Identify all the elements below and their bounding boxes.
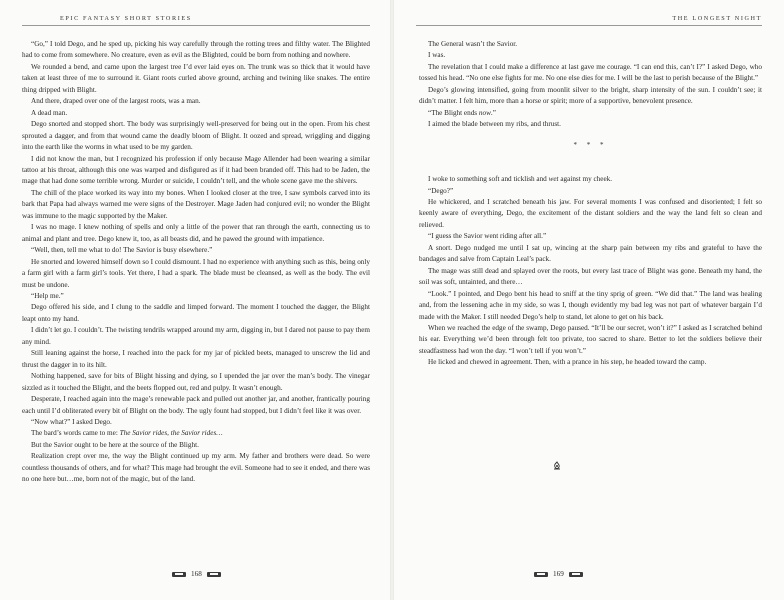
paragraph: A dead man. bbox=[31, 108, 68, 117]
page-number: 168 bbox=[191, 570, 202, 578]
paragraph: “Look.” I pointed, and Dego bent his head to sniff at the tiny sprig of green. “We did that.” The land was healing and, from the lessening ache in my side, so was I, though evidently my bad leg was not part of whatever bargain I’d made with the Maker. I still needed Dego’s help to stand, let alone to get on his back. bbox=[419, 289, 762, 321]
running-head-right: THE LONGEST NIGHT bbox=[672, 15, 762, 22]
scene-break: * * * bbox=[573, 140, 608, 149]
paragraph: But the Savior ought to be here at the source of the Blight. bbox=[31, 440, 199, 449]
paragraph: We rounded a bend, and came upon the largest tree I’d ever laid eyes on. The trunk was so thick that it would have taken at least three of me to surround it. Giant roots curled above ground, arching and twining like snakes. The entire thing dripped with Blight. bbox=[22, 62, 370, 94]
folio-ornament-icon bbox=[569, 572, 583, 577]
paragraph: When we reached the edge of the swamp, Dego paused. “It’ll be our secret, won’t it?” I asked as I scratched behind his ear. Everything we’d been through felt too private, too sacred to share. Better to let the soldiers believe their steadfastness had won the day. “I won’t tell if you won’t.” bbox=[419, 323, 762, 355]
paragraph: The bard’s words came to me: The Savior rides, the Savior rides… bbox=[31, 429, 223, 438]
paragraph: I aimed the blade between my ribs, and thrust. bbox=[428, 120, 561, 129]
page-number: 169 bbox=[553, 570, 564, 578]
paragraph: “Dego?” bbox=[428, 186, 454, 195]
paragraph: I didn’t let go. I couldn’t. The twisting tendrils wrapped around my arm, digging in, but I dared not pause to pay them any mind. bbox=[22, 326, 370, 346]
paragraph: “Now what?” I asked Dego. bbox=[31, 417, 112, 426]
paragraph: The revelation that I could make a difference at last gave me courage. “I can end this, can’t I?” I asked Dego, who tossed his head. “No one else fights for me. No one else dies for me. I will be the last to perish because of the Blight.” bbox=[419, 62, 762, 83]
header-rule bbox=[22, 25, 370, 26]
paragraph: He whickered, and I scratched beneath his jaw. For several moments I was confused and disoriented; I felt so keenly aware of everything, Dego, the excitement of the distant soldiers and the way the land felt so clean and relieved. bbox=[419, 197, 762, 229]
paragraph: “Help me.” bbox=[31, 291, 64, 300]
paragraph: And there, draped over one of the largest roots, was a man. bbox=[31, 97, 201, 106]
right-page bbox=[394, 0, 784, 600]
right-body-text bbox=[419, 39, 762, 369]
left-body-text bbox=[22, 39, 370, 486]
paragraph: The chill of the place worked its way into my bones. When I looked closer at the tree, I saw symbols carved into its bark that Papa had always warned me were signs of the Destroyer. Mage Jaden had conjured evil; no wonder the Blight was immune to the magic supported by the Maker. bbox=[22, 188, 370, 220]
page-number-right bbox=[534, 570, 583, 578]
paragraph: “Well, then, tell me what to do! The Savior is busy elsewhere.” bbox=[31, 246, 213, 255]
paragraph: I was no mage. I knew nothing of spells and only a little of the power that ran through the earth, connecting us to animal and plant and tree. Dego knew it, too, as all beasts did, and he pawed the ground with impatience. bbox=[22, 223, 370, 243]
end-ornament-icon bbox=[552, 461, 562, 471]
folio-ornament-icon bbox=[207, 572, 221, 577]
paragraph: I woke to something soft and ticklish and wet against my cheek. bbox=[428, 175, 613, 184]
paragraph: Desperate, I reached again into the mage’s renewable pack and pulled out another jar, and another, frantically pouring each until I’d obliterated every bit of Blight on the body. The ugly fount had stopped, but I didn’t feel like it was over. bbox=[22, 395, 370, 415]
italic-text: The Savior rides, the Savior rides… bbox=[119, 429, 223, 438]
paragraph: A snort. Dego nudged me until I sat up, wincing at the sharp pain between my ribs and grateful to have the bandages and salve from Captain Leal’s pack. bbox=[419, 243, 762, 264]
paragraph: Nothing happened, save for bits of Blight hissing and dying, so I upended the jar over the man’s body. The vinegar sizzled as it touched the Blight, and the beets flopped out, red and pulpy. It wasn’t enough. bbox=[22, 372, 370, 392]
paragraph: I did not know the man, but I recognized his profession if only because Mage Allender had been wearing a similar tattoo at his throat, although this one was warped and disfigured as if it had been branded off. This had to be Jaden, the mage that had done some terrible wrong. Murder or suicide, I couldn’t tell, and the whole scene gave me the shivers. bbox=[22, 154, 370, 186]
header-rule bbox=[416, 25, 762, 26]
paragraph: I was. bbox=[428, 51, 446, 60]
paragraph: The mage was still dead and splayed over the roots, but every last trace of Blight was gone. Beneath my hand, the soil was soft, untainted, and there… bbox=[419, 266, 762, 287]
paragraph: Dego’s glowing intensified, going from moonlit silver to the bright, sharp intensity of the sun. I couldn’t see; it didn’t matter. I felt him, more than a horse or spirit; more of a supportive, benevolent presence. bbox=[419, 85, 762, 106]
running-head-left: EPIC FANTASY SHORT STORIES bbox=[60, 15, 192, 22]
italic-text: wet bbox=[548, 175, 559, 184]
paragraph: Still leaning against the horse, I reached into the pack for my jar of pickled beets, managed to unscrew the lid and thrust the dagger in to its hilt. bbox=[22, 349, 370, 369]
page-number-left bbox=[172, 570, 221, 578]
paragraph: Dego offered his side, and I clung to the saddle and limped forward. The moment I touched the dagger, the Blight leapt onto my hand. bbox=[22, 303, 370, 323]
paragraph: He licked and chewed in agreement. Then, with a prance in his step, he headed toward the camp. bbox=[428, 358, 707, 367]
paragraph: “The Blight ends now.” bbox=[428, 108, 496, 117]
folio-ornament-icon bbox=[172, 572, 186, 577]
paragraph: “Go,” I told Dego, and he sped up, picking his way carefully through the rotting trees and filthy water. The Blighted had to come from somewhere. No creature, even as evil as the Blighted, could be born from nothing and nowhere. bbox=[22, 40, 370, 60]
paragraph: “I guess the Savior went riding after all.” bbox=[428, 232, 547, 241]
paragraph: Dego snorted and stopped short. The body was surprisingly well-preserved for being out in the open. From his chest sprouted a dagger, and from that wound came the deadly bloom of Blight. It oozed and spread, wriggling and digging into the earth like the worms in what used to be my garden. bbox=[22, 120, 370, 152]
folio-ornament-icon bbox=[534, 572, 548, 577]
paragraph: The General wasn’t the Savior. bbox=[428, 40, 518, 48]
paragraph: Realization crept over me, the way the Blight continued up my arm. My father and brothers were dead. So were countless thousands of others, and for what? This mage had brought the evil. Someone had to see it ended, and there was no one here but…me, born not of the magic, but of the land. bbox=[22, 452, 370, 484]
italic-text: now bbox=[478, 108, 491, 117]
paragraph: He snorted and lowered himself down so I could dismount. I had no experience with anything such as this, being only a farm girl with a farm girl’s tools. Yet there, I had a spark. The blade must be cleansed, as well as the body. The evil must be undone. bbox=[22, 257, 370, 289]
left-page bbox=[0, 0, 390, 600]
